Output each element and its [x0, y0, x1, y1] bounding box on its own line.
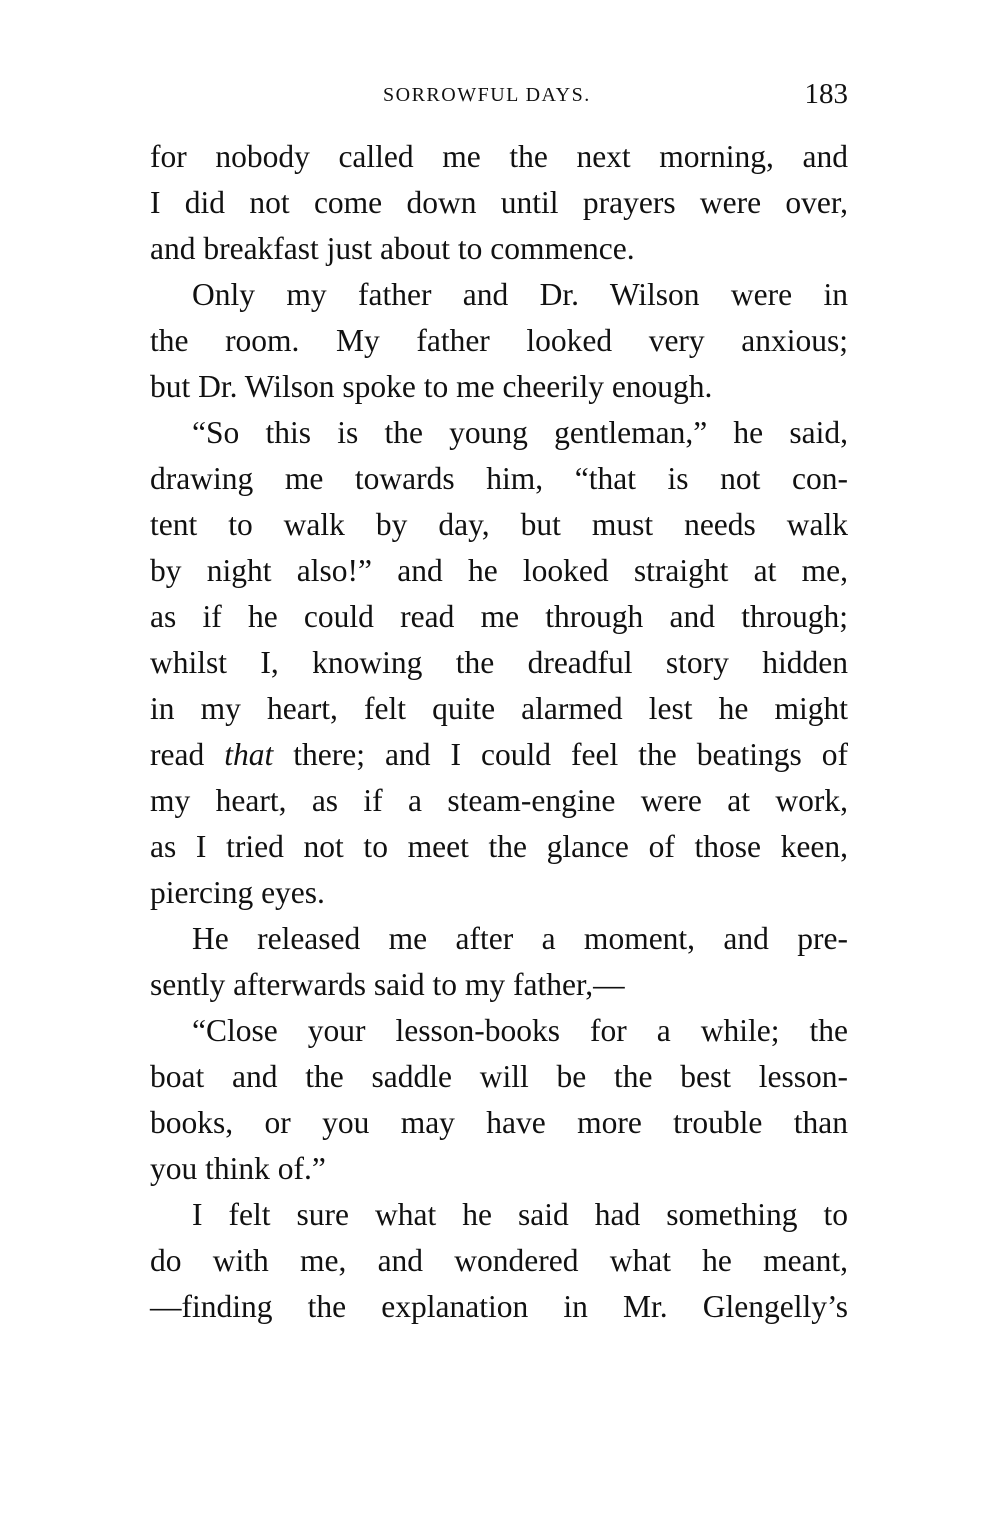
text-line: I felt sure what he said had something to [192, 1197, 848, 1232]
text-line: tent to walk by day, but must needs walk [150, 507, 848, 542]
text-line: piercing eyes. [150, 875, 325, 910]
text-line: books, or you may have more trouble than [150, 1105, 848, 1140]
text-line: and breakfast just about to commence. [150, 231, 635, 266]
text-line [150, 732, 848, 778]
text-line: boat and the saddle will be the best lesson- [150, 1059, 848, 1094]
line-segment: read [150, 737, 225, 772]
text-line: I did not come down until prayers were over, [150, 185, 848, 220]
text-line: in my heart, felt quite alarmed lest he might [150, 691, 848, 726]
text-line: He released me after a moment, and pre- [192, 921, 848, 956]
page-number: 183 [804, 78, 848, 110]
emphasized-word: that [224, 737, 274, 772]
running-head [150, 78, 848, 112]
text-line: whilst I, knowing the dreadful story hidden [150, 645, 848, 680]
text-line: you think of.” [150, 1151, 326, 1186]
text-line: “Close your lesson-books for a while; the [192, 1013, 848, 1048]
body-text [150, 134, 848, 1330]
text-line: for nobody called me the next morning, and [150, 139, 848, 174]
text-line: —finding the explanation in Mr. Glengelly’s [150, 1289, 848, 1324]
text-line: as if he could read me through and through; [150, 599, 848, 634]
line-segment: there; and I could feel the beatings of [273, 737, 849, 772]
text-line: Only my father and Dr. Wilson were in [192, 277, 848, 312]
text-line: “So this is the young gentleman,” he said, [192, 415, 848, 450]
text-line: drawing me towards him, “that is not con- [150, 461, 848, 496]
running-title: SORROWFUL DAYS. [383, 84, 591, 106]
text-line: but Dr. Wilson spoke to me cheerily enough. [150, 369, 713, 404]
text-line: sently afterwards said to my father,— [150, 967, 625, 1002]
text-line: the room. My father looked very anxious; [150, 323, 848, 358]
text-line: as I tried not to meet the glance of those keen, [150, 829, 848, 864]
text-line: do with me, and wondered what he meant, [150, 1243, 848, 1278]
text-line: my heart, as if a steam-engine were at work, [150, 783, 848, 818]
text-line: by night also!” and he looked straight at me, [150, 553, 848, 588]
